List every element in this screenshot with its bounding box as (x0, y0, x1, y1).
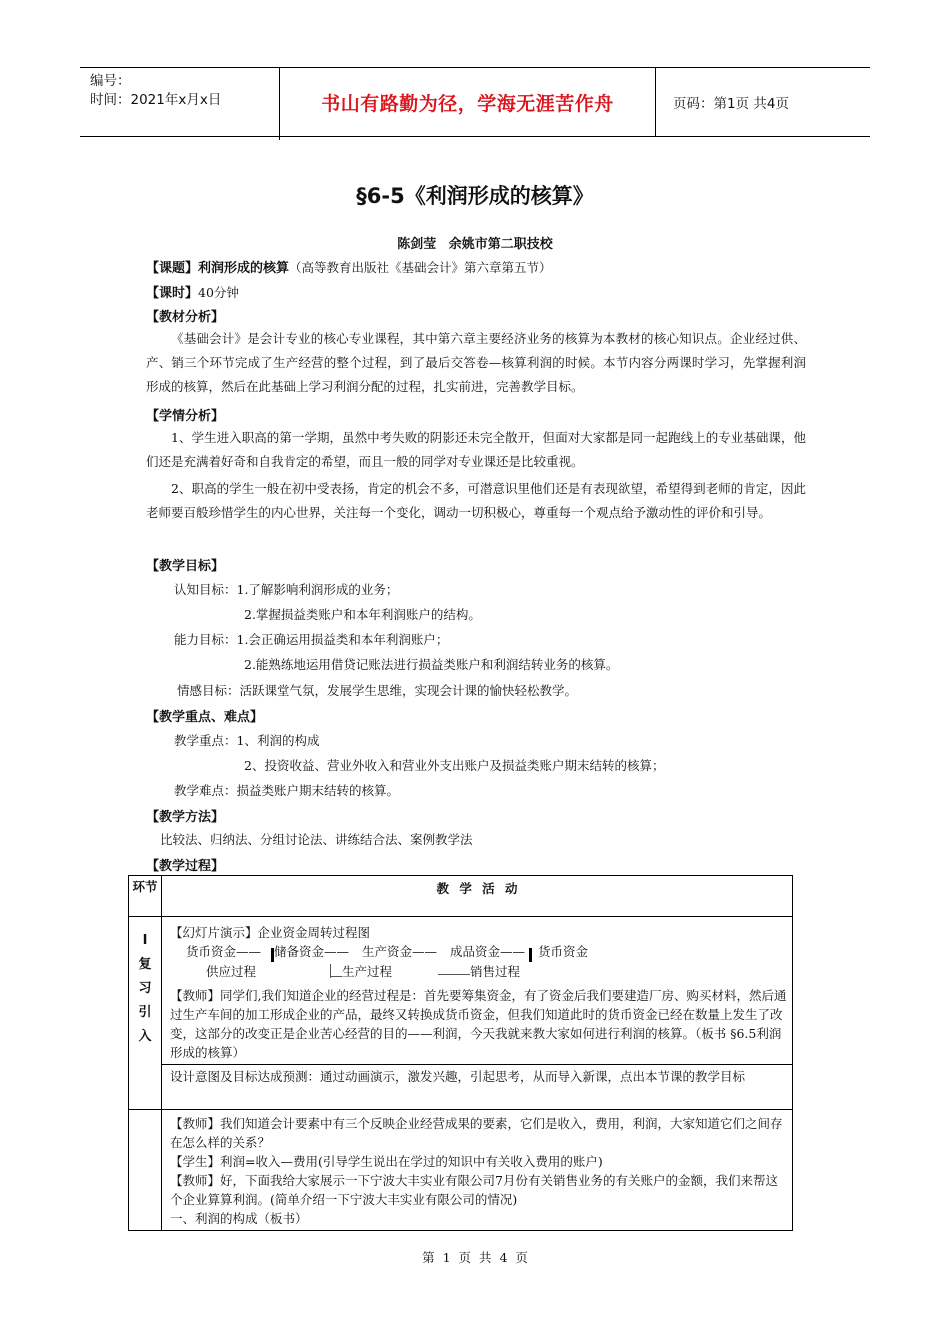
goal-cognitive-1: 认知目标：1.了解影响利润形成的业务； (174, 582, 399, 597)
topic-title: 利润形成的核算 (198, 261, 290, 276)
number-label: 编号： (90, 73, 131, 89)
table-header-row (129, 876, 793, 917)
time-label: 时间：2021年x月x日 (90, 92, 222, 108)
flow-process: 生产过程 (342, 964, 393, 979)
slide-line: 【幻灯片演示】企业资金周转过程图 (170, 925, 371, 940)
hours-line (146, 282, 239, 301)
document-author: 陈剑莹 余姚市第二职技校 (397, 237, 553, 252)
stage-char: 复 (138, 957, 152, 972)
activity-profit-composition (162, 1110, 793, 1231)
stage-char: 引 (138, 1005, 152, 1020)
student-answer: 【学生】利润=收入—费用(引导学生说出在学过的知识中有关收入费用的账户) (170, 1154, 603, 1169)
student-paragraph-1: 1、学生进入职高的第一学期，虽然中考失败的阴影还未完全散开，但面对大家都是同一起跑线上的专业基础课，他们还是充满着好奇和自我肯定的希望，而且一般的同学对专业课还是比较重视。 (146, 430, 806, 469)
teacher-example: 【教师】好，下面我给大家展示一下宁波大丰实业有限公司7月份有关销售业务的有关账户的金额，我们来帮这个企业算算利润。(简单介绍一下宁波大丰实业有限公司的情况) (170, 1173, 778, 1207)
table-row (129, 1065, 793, 1110)
activity-review (162, 917, 793, 1065)
page-info-text: 页码：第1页 共4页 (673, 96, 789, 112)
topic-note: （高等教育出版社《基础会计》第六章第五节） (289, 260, 552, 275)
topic-line (146, 257, 552, 276)
capital-flow-diagram (170, 942, 788, 986)
flow-marker (271, 948, 274, 962)
table-row (129, 917, 793, 1065)
section-heading: 一、利润的构成（板书） (170, 1211, 308, 1226)
flow-item: 货币资金 (538, 944, 589, 959)
student-heading: 【学情分析】 (146, 409, 225, 424)
header-meta (80, 68, 280, 140)
flow-divider (330, 976, 342, 977)
design-intent: 设计意图及目标达成预测：通过动画演示，激发兴趣，引起思考，从而导入新课，点出本节课的教学目标 (162, 1065, 793, 1110)
header-motto: 书山有路勤为径，学海无涯苦作舟 (280, 68, 656, 136)
flow-item: 生产资金—— (362, 944, 438, 959)
process-table (128, 875, 793, 1231)
flow-item: 成品资金—— (450, 944, 526, 959)
stage-empty (129, 1110, 162, 1231)
teacher-question: 【教师】我们知道会计要素中有三个反映企业经营成果的要素，它们是收入，费用，利润，大家知道它们之间存在怎么样的关系？ (170, 1116, 783, 1150)
flow-item: 货币资金—— (186, 944, 262, 959)
goal-cognitive-2: 2.掌握损益类账户和本年利润账户的结构。 (244, 607, 481, 622)
stage-review-intro (129, 917, 162, 1110)
material-heading: 【教材分析】 (146, 310, 225, 325)
goals-heading: 【教学目标】 (146, 559, 225, 574)
key-heading: 【教学重点、难点】 (146, 710, 264, 725)
page-footer: 第 1 页 共 4 页 (422, 1250, 528, 1265)
flow-process: 供应过程 (206, 964, 257, 979)
methods-text: 比较法、归纳法、分组讨论法、讲练结合法、案例教学法 (160, 832, 473, 847)
flow-item: 储备资金—— (274, 944, 350, 959)
flow-marker (529, 948, 532, 962)
topic-label: 【课题】 (146, 261, 199, 276)
key-point-2: 2、投资收益、营业外收入和营业外支出账户及损益类账户期末结转的核算； (244, 758, 665, 773)
key-point-1: 教学重点：1、利润的构成 (174, 733, 320, 748)
goal-ability-2: 2.能熟练地运用借贷记账法进行损益类账户和利润结转业务的核算。 (244, 657, 619, 672)
col-stage-header: 环节 (129, 876, 162, 917)
goal-ability-1: 能力目标：1.会正确运用损益类和本年利润账户； (174, 632, 449, 647)
hours-value: 40分钟 (198, 285, 239, 300)
document-title: §6-5《利润形成的核算》 (356, 184, 594, 208)
flow-process: 销售过程 (470, 964, 521, 979)
difficulty-point: 教学难点：损益类账户期末结转的核算。 (174, 783, 400, 798)
stage-char: I (142, 933, 148, 948)
hours-label: 【课时】 (146, 286, 199, 301)
flow-divider (438, 974, 470, 975)
student-paragraph-2: 2、职高的学生一般在初中受表扬，肯定的机会不多，可潜意识里他们还是有表现欲望，希望得到老师的肯定，因此老师要百般珍惜学生的内心世界，关注每一个变化，调动一切积极心，尊重每一个观点给予激动性的评价和引导。 (146, 481, 806, 520)
teacher-intro-text: 【教师】同学们,我们知道企业的经营过程是：首先要筹集资金，有了资金后我们要建造厂房、购买材料，然后通过生产车间的加工形成企业的产品，最终又转换成货币资金，但我们知道此时的货币资金已经在数量上发生了改变，这部分的改变正是企业苦心经营的目的——利润，今天我就来教大家如何进行利润的核算。（板书 §6.5利润形成的核算） (170, 988, 787, 1060)
col-activity-header: 教 学 活 动 (162, 876, 793, 917)
process-heading: 【教学过程】 (146, 859, 225, 874)
page-header (80, 67, 870, 137)
goal-emotion: 情感目标：活跃课堂气氛，发展学生思维，实现会计课的愉快轻松教学。 (177, 683, 578, 698)
method-heading: 【教学方法】 (146, 810, 225, 825)
material-text: 《基础会计》是会计专业的核心专业课程，其中第六章主要经济业务的核算为本教材的核心知识点。企业经过供、产、销三个环节完成了生产经营的整个过程，到了最后交答卷—核算利润的时候。本节内容分两课时学习，先掌握利润形成的核算，然后在此基础上学习利润分配的过程，扎实前进，完善教学目标。 (146, 331, 806, 394)
stage-char: 习 (138, 981, 152, 996)
stage-char: 入 (138, 1029, 152, 1044)
header-page-info (665, 68, 870, 136)
table-row (129, 1110, 793, 1231)
